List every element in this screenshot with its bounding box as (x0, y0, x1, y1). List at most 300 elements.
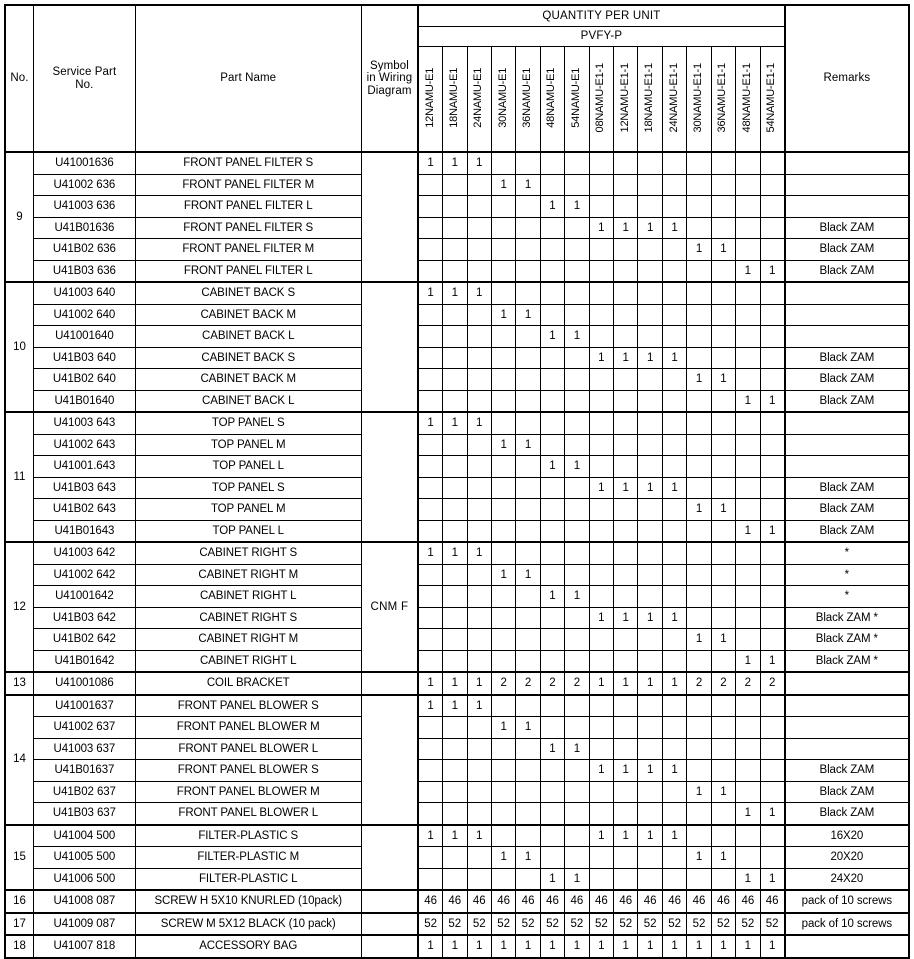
table-row (5, 542, 909, 564)
qty-cell-54namu-e1-1 (760, 412, 785, 434)
qty-cell-36namu-e1-1 (711, 650, 735, 672)
header-model-label: 18NAMU-E1 (448, 67, 461, 128)
qty-cell-24namu-e1: 46 (467, 890, 491, 913)
qty-cell-54namu-e1-1 (760, 456, 785, 478)
qty-cell-18namu-e1: 1 (443, 542, 467, 564)
part-name-cell: FILTER-PLASTIC M (135, 847, 361, 869)
remarks-cell: Black ZAM * (785, 607, 909, 629)
qty-cell-18namu-e1-1 (638, 390, 662, 412)
qty-cell-36namu-e1-1 (711, 542, 735, 564)
qty-cell-48namu-e1-1 (736, 477, 760, 499)
qty-cell-18namu-e1: 1 (443, 412, 467, 434)
qty-cell-48namu-e1-1: 2 (736, 672, 760, 695)
qty-cell-48namu-e1 (540, 174, 564, 196)
header-model-label: 48NAMU-E1 (545, 67, 558, 128)
qty-cell-54namu-e1 (565, 803, 589, 825)
qty-cell-36namu-e1-1: 1 (711, 369, 735, 391)
qty-cell-12namu-e1 (418, 260, 442, 282)
qty-cell-12namu-e1-1 (614, 152, 638, 174)
header-quantity-per-unit: QUANTITY PER UNIT (418, 5, 785, 27)
table-row (5, 803, 909, 825)
qty-cell-54namu-e1-1 (760, 369, 785, 391)
qty-cell-48namu-e1 (540, 760, 564, 782)
qty-cell-08namu-e1-1 (589, 196, 613, 218)
qty-cell-12namu-e1: 52 (418, 913, 442, 936)
qty-cell-12namu-e1 (418, 477, 442, 499)
wiring-symbol-cell (361, 890, 418, 913)
qty-cell-30namu-e1-1: 1 (687, 847, 711, 869)
qty-cell-36namu-e1-1: 52 (711, 913, 735, 936)
qty-cell-54namu-e1-1 (760, 760, 785, 782)
qty-cell-12namu-e1 (418, 390, 442, 412)
qty-cell-24namu-e1-1: 1 (662, 607, 686, 629)
remarks-cell: Black ZAM * (785, 650, 909, 672)
qty-cell-54namu-e1-1 (760, 326, 785, 348)
qty-cell-08namu-e1-1 (589, 520, 613, 542)
qty-cell-12namu-e1-1 (614, 390, 638, 412)
part-name-cell: SCREW H 5X10 KNURLED (10pack) (135, 890, 361, 913)
qty-cell-36namu-e1 (516, 456, 540, 478)
qty-cell-54namu-e1-1 (760, 781, 785, 803)
qty-cell-08namu-e1-1 (589, 152, 613, 174)
qty-cell-30namu-e1-1 (687, 412, 711, 434)
qty-cell-54namu-e1-1 (760, 825, 785, 847)
qty-cell-48namu-e1 (540, 542, 564, 564)
qty-cell-30namu-e1 (491, 760, 515, 782)
qty-cell-36namu-e1-1 (711, 717, 735, 739)
qty-cell-18namu-e1 (443, 477, 467, 499)
qty-cell-18namu-e1-1 (638, 499, 662, 521)
qty-cell-48namu-e1: 2 (540, 672, 564, 695)
qty-cell-30namu-e1-1: 1 (687, 239, 711, 261)
qty-cell-12namu-e1: 1 (418, 152, 442, 174)
qty-cell-48namu-e1-1 (736, 347, 760, 369)
qty-cell-24namu-e1 (467, 196, 491, 218)
qty-cell-36namu-e1-1 (711, 260, 735, 282)
part-name-cell: CABINET RIGHT M (135, 629, 361, 651)
qty-cell-08namu-e1-1: 1 (589, 935, 613, 958)
header-model-family: PVFY-P (418, 27, 785, 47)
qty-cell-54namu-e1-1 (760, 477, 785, 499)
part-name-cell: CABINET RIGHT L (135, 650, 361, 672)
qty-cell-24namu-e1 (467, 239, 491, 261)
qty-cell-30namu-e1 (491, 542, 515, 564)
part-number-cell: U41004 500 (33, 825, 135, 847)
qty-cell-12namu-e1 (418, 520, 442, 542)
qty-cell-30namu-e1-1 (687, 434, 711, 456)
qty-cell-08namu-e1-1 (589, 174, 613, 196)
qty-cell-36namu-e1: 2 (516, 672, 540, 695)
header-model-48namu-e1 (540, 47, 564, 153)
qty-cell-54namu-e1-1 (760, 499, 785, 521)
remarks-cell (785, 738, 909, 760)
qty-cell-54namu-e1-1: 1 (760, 260, 785, 282)
part-number-cell: U41B01642 (33, 650, 135, 672)
table-row (5, 347, 909, 369)
qty-cell-12namu-e1: 1 (418, 825, 442, 847)
header-model-24namu-e1 (467, 47, 491, 153)
qty-cell-36namu-e1 (516, 347, 540, 369)
qty-cell-30namu-e1-1 (687, 650, 711, 672)
part-number-cell: U41B02 640 (33, 369, 135, 391)
qty-cell-30namu-e1-1 (687, 282, 711, 304)
qty-cell-24namu-e1-1 (662, 326, 686, 348)
table-row (5, 390, 909, 412)
header-remarks: Remarks (785, 5, 909, 152)
qty-cell-54namu-e1: 1 (565, 326, 589, 348)
qty-cell-12namu-e1-1 (614, 499, 638, 521)
qty-cell-54namu-e1-1 (760, 196, 785, 218)
table-row (5, 564, 909, 586)
qty-cell-36namu-e1-1: 1 (711, 629, 735, 651)
header-model-label: 30NAMU-E1-1 (692, 63, 705, 133)
table-row (5, 607, 909, 629)
remarks-cell (785, 326, 909, 348)
qty-cell-12namu-e1-1 (614, 738, 638, 760)
remarks-cell: Black ZAM (785, 803, 909, 825)
qty-cell-30namu-e1 (491, 868, 515, 890)
part-number-cell: U41B03 642 (33, 607, 135, 629)
qty-cell-30namu-e1-1 (687, 825, 711, 847)
qty-cell-08namu-e1-1 (589, 304, 613, 326)
qty-cell-12namu-e1-1: 52 (614, 913, 638, 936)
qty-cell-24namu-e1-1 (662, 781, 686, 803)
part-number-cell: U41001642 (33, 586, 135, 608)
qty-cell-30namu-e1-1: 52 (687, 913, 711, 936)
qty-cell-48namu-e1 (540, 695, 564, 717)
qty-cell-18namu-e1: 1 (443, 152, 467, 174)
part-name-cell: TOP PANEL S (135, 477, 361, 499)
qty-cell-18namu-e1-1 (638, 304, 662, 326)
qty-cell-36namu-e1 (516, 607, 540, 629)
qty-cell-24namu-e1-1 (662, 369, 686, 391)
remarks-cell (785, 282, 909, 304)
qty-cell-18namu-e1: 46 (443, 890, 467, 913)
qty-cell-48namu-e1-1 (736, 717, 760, 739)
qty-cell-54namu-e1 (565, 369, 589, 391)
part-name-cell: FRONT PANEL FILTER S (135, 217, 361, 239)
qty-cell-36namu-e1-1: 1 (711, 935, 735, 958)
qty-cell-36namu-e1-1 (711, 803, 735, 825)
qty-cell-30namu-e1 (491, 825, 515, 847)
wiring-symbol-cell: CNM F (361, 542, 418, 672)
qty-cell-24namu-e1 (467, 564, 491, 586)
qty-cell-18namu-e1-1 (638, 520, 662, 542)
qty-cell-18namu-e1: 1 (443, 672, 467, 695)
qty-cell-36namu-e1: 1 (516, 304, 540, 326)
remarks-cell (785, 196, 909, 218)
qty-cell-54namu-e1-1 (760, 217, 785, 239)
qty-cell-36namu-e1-1 (711, 520, 735, 542)
qty-cell-18namu-e1-1 (638, 564, 662, 586)
qty-cell-48namu-e1-1: 46 (736, 890, 760, 913)
wiring-symbol-cell (361, 935, 418, 958)
part-name-cell: CABINET RIGHT L (135, 586, 361, 608)
qty-cell-08namu-e1-1 (589, 369, 613, 391)
qty-cell-18namu-e1 (443, 390, 467, 412)
part-name-cell: FRONT PANEL BLOWER M (135, 717, 361, 739)
header-model-12namu-e1 (418, 47, 442, 153)
qty-cell-18namu-e1 (443, 434, 467, 456)
qty-cell-54namu-e1 (565, 304, 589, 326)
qty-cell-36namu-e1 (516, 650, 540, 672)
header-model-24namu-e1-1 (662, 47, 686, 153)
qty-cell-24namu-e1-1: 52 (662, 913, 686, 936)
qty-cell-12namu-e1 (418, 738, 442, 760)
qty-cell-30namu-e1 (491, 282, 515, 304)
qty-cell-12namu-e1-1 (614, 868, 638, 890)
qty-cell-08namu-e1-1 (589, 390, 613, 412)
qty-cell-18namu-e1-1 (638, 695, 662, 717)
part-number-cell: U41001.643 (33, 456, 135, 478)
part-number-cell: U41B03 636 (33, 260, 135, 282)
header-model-18namu-e1 (443, 47, 467, 153)
qty-cell-48namu-e1-1 (736, 196, 760, 218)
qty-cell-54namu-e1-1 (760, 738, 785, 760)
qty-cell-18namu-e1 (443, 520, 467, 542)
qty-cell-30namu-e1-1 (687, 868, 711, 890)
qty-cell-48namu-e1: 1 (540, 586, 564, 608)
qty-cell-24namu-e1 (467, 260, 491, 282)
qty-cell-48namu-e1 (540, 781, 564, 803)
qty-cell-36namu-e1-1 (711, 738, 735, 760)
qty-cell-12namu-e1-1 (614, 847, 638, 869)
qty-cell-48namu-e1 (540, 412, 564, 434)
qty-cell-24namu-e1 (467, 717, 491, 739)
remarks-cell (785, 174, 909, 196)
qty-cell-12namu-e1-1 (614, 369, 638, 391)
remarks-cell (785, 456, 909, 478)
table-row (5, 913, 909, 936)
qty-cell-48namu-e1: 1 (540, 196, 564, 218)
qty-cell-48namu-e1 (540, 282, 564, 304)
qty-cell-48namu-e1 (540, 564, 564, 586)
header-model-label: 12NAMU-E1 (423, 67, 436, 128)
qty-cell-36namu-e1-1 (711, 412, 735, 434)
qty-cell-12namu-e1: 46 (418, 890, 442, 913)
qty-cell-30namu-e1-1: 1 (687, 369, 711, 391)
qty-cell-54namu-e1-1 (760, 152, 785, 174)
qty-cell-48namu-e1-1: 1 (736, 520, 760, 542)
group-no-12: 12 (5, 542, 33, 672)
qty-cell-12namu-e1 (418, 781, 442, 803)
qty-cell-54namu-e1-1 (760, 174, 785, 196)
qty-cell-18namu-e1-1 (638, 542, 662, 564)
qty-cell-18namu-e1-1 (638, 847, 662, 869)
qty-cell-54namu-e1 (565, 217, 589, 239)
remarks-cell: * (785, 564, 909, 586)
qty-cell-54namu-e1 (565, 781, 589, 803)
qty-cell-30namu-e1: 1 (491, 304, 515, 326)
remarks-cell: 24X20 (785, 868, 909, 890)
qty-cell-12namu-e1-1 (614, 586, 638, 608)
qty-cell-54namu-e1-1: 2 (760, 672, 785, 695)
qty-cell-08namu-e1-1 (589, 239, 613, 261)
qty-cell-48namu-e1-1 (736, 825, 760, 847)
qty-cell-30namu-e1 (491, 260, 515, 282)
qty-cell-36namu-e1-1 (711, 326, 735, 348)
part-number-cell: U41002 643 (33, 434, 135, 456)
qty-cell-12namu-e1 (418, 434, 442, 456)
qty-cell-54namu-e1 (565, 260, 589, 282)
qty-cell-12namu-e1: 1 (418, 695, 442, 717)
qty-cell-18namu-e1-1 (638, 412, 662, 434)
qty-cell-12namu-e1 (418, 607, 442, 629)
qty-cell-08namu-e1-1 (589, 412, 613, 434)
qty-cell-24namu-e1-1 (662, 650, 686, 672)
header-model-label: 54NAMU-E1 (570, 67, 583, 128)
qty-cell-36namu-e1-1 (711, 282, 735, 304)
qty-cell-54namu-e1-1 (760, 347, 785, 369)
qty-cell-30namu-e1 (491, 152, 515, 174)
group-no-13: 13 (5, 672, 33, 695)
qty-cell-24namu-e1 (467, 174, 491, 196)
qty-cell-36namu-e1-1 (711, 868, 735, 890)
qty-cell-48namu-e1-1 (736, 781, 760, 803)
qty-cell-12namu-e1 (418, 564, 442, 586)
qty-cell-48namu-e1-1: 52 (736, 913, 760, 936)
qty-cell-12namu-e1-1 (614, 781, 638, 803)
qty-cell-48namu-e1 (540, 520, 564, 542)
qty-cell-30namu-e1: 1 (491, 847, 515, 869)
qty-cell-24namu-e1 (467, 847, 491, 869)
qty-cell-36namu-e1 (516, 260, 540, 282)
header-symbol-line3: Diagram (367, 84, 412, 97)
qty-cell-08namu-e1-1 (589, 847, 613, 869)
qty-cell-36namu-e1-1 (711, 760, 735, 782)
qty-cell-48namu-e1 (540, 607, 564, 629)
qty-cell-48namu-e1-1: 1 (736, 868, 760, 890)
group-no-17: 17 (5, 913, 33, 936)
qty-cell-54namu-e1 (565, 282, 589, 304)
remarks-cell: Black ZAM (785, 760, 909, 782)
qty-cell-24namu-e1-1: 46 (662, 890, 686, 913)
qty-cell-24namu-e1-1 (662, 196, 686, 218)
qty-cell-54namu-e1 (565, 607, 589, 629)
qty-cell-18namu-e1-1 (638, 781, 662, 803)
qty-cell-54namu-e1: 1 (565, 456, 589, 478)
qty-cell-18namu-e1 (443, 326, 467, 348)
qty-cell-30namu-e1-1 (687, 390, 711, 412)
qty-cell-48namu-e1-1 (736, 239, 760, 261)
qty-cell-36namu-e1: 52 (516, 913, 540, 936)
qty-cell-12namu-e1-1 (614, 412, 638, 434)
part-name-cell: FILTER-PLASTIC S (135, 825, 361, 847)
qty-cell-24namu-e1 (467, 650, 491, 672)
qty-cell-48namu-e1-1 (736, 542, 760, 564)
table-row (5, 369, 909, 391)
part-number-cell: U41001636 (33, 152, 135, 174)
table-body (5, 152, 909, 958)
qty-cell-54namu-e1-1 (760, 239, 785, 261)
qty-cell-12namu-e1-1: 1 (614, 217, 638, 239)
header-model-label: 24NAMU-E1 (472, 67, 485, 128)
qty-cell-30namu-e1: 46 (491, 890, 515, 913)
header-model-label: 36NAMU-E1-1 (716, 63, 729, 133)
qty-cell-24namu-e1 (467, 390, 491, 412)
qty-cell-18namu-e1 (443, 304, 467, 326)
qty-cell-36namu-e1-1 (711, 564, 735, 586)
remarks-cell: Black ZAM * (785, 629, 909, 651)
qty-cell-30namu-e1-1: 1 (687, 781, 711, 803)
qty-cell-18namu-e1-1: 1 (638, 760, 662, 782)
qty-cell-48namu-e1-1: 1 (736, 650, 760, 672)
qty-cell-54namu-e1-1: 52 (760, 913, 785, 936)
qty-cell-18namu-e1: 1 (443, 935, 467, 958)
qty-cell-48namu-e1-1 (736, 499, 760, 521)
qty-cell-12namu-e1-1: 1 (614, 935, 638, 958)
qty-cell-24namu-e1: 52 (467, 913, 491, 936)
qty-cell-24namu-e1-1 (662, 738, 686, 760)
qty-cell-54namu-e1 (565, 520, 589, 542)
header-model-label: 30NAMU-E1 (496, 67, 509, 128)
qty-cell-12namu-e1-1 (614, 456, 638, 478)
qty-cell-08namu-e1-1 (589, 499, 613, 521)
qty-cell-30namu-e1: 1 (491, 434, 515, 456)
part-name-cell: TOP PANEL M (135, 434, 361, 456)
qty-cell-24namu-e1-1: 1 (662, 672, 686, 695)
qty-cell-08namu-e1-1: 1 (589, 347, 613, 369)
qty-cell-54namu-e1 (565, 152, 589, 174)
qty-cell-12namu-e1 (418, 629, 442, 651)
remarks-cell: 16X20 (785, 825, 909, 847)
qty-cell-54namu-e1-1 (760, 434, 785, 456)
qty-cell-24namu-e1-1: 1 (662, 760, 686, 782)
qty-cell-54namu-e1-1 (760, 607, 785, 629)
qty-cell-24namu-e1-1 (662, 304, 686, 326)
qty-cell-24namu-e1 (467, 586, 491, 608)
wiring-symbol-cell (361, 282, 418, 412)
part-number-cell: U41001086 (33, 672, 135, 695)
header-model-48namu-e1-1 (736, 47, 760, 153)
qty-cell-08namu-e1-1: 52 (589, 913, 613, 936)
header-part-name: Part Name (135, 5, 361, 152)
table-row (5, 760, 909, 782)
part-name-cell: CABINET RIGHT S (135, 607, 361, 629)
group-no-18: 18 (5, 935, 33, 958)
qty-cell-30namu-e1-1 (687, 217, 711, 239)
qty-cell-24namu-e1-1 (662, 695, 686, 717)
qty-cell-54namu-e1-1: 1 (760, 650, 785, 672)
qty-cell-12namu-e1 (418, 717, 442, 739)
qty-cell-36namu-e1-1 (711, 174, 735, 196)
qty-cell-36namu-e1 (516, 868, 540, 890)
qty-cell-24namu-e1-1 (662, 456, 686, 478)
qty-cell-54namu-e1-1: 1 (760, 935, 785, 958)
qty-cell-36namu-e1 (516, 152, 540, 174)
qty-cell-24namu-e1 (467, 217, 491, 239)
qty-cell-30namu-e1-1 (687, 347, 711, 369)
qty-cell-36namu-e1-1: 1 (711, 781, 735, 803)
qty-cell-48namu-e1-1 (736, 738, 760, 760)
qty-cell-36namu-e1: 1 (516, 717, 540, 739)
table-header (5, 5, 909, 152)
qty-cell-30namu-e1-1: 46 (687, 890, 711, 913)
qty-cell-30namu-e1: 1 (491, 564, 515, 586)
part-number-cell: U41003 636 (33, 196, 135, 218)
qty-cell-36namu-e1 (516, 369, 540, 391)
qty-cell-12namu-e1 (418, 217, 442, 239)
qty-cell-08namu-e1-1 (589, 456, 613, 478)
part-name-cell: FRONT PANEL BLOWER M (135, 781, 361, 803)
table-row (5, 174, 909, 196)
qty-cell-24namu-e1 (467, 456, 491, 478)
qty-cell-24namu-e1-1 (662, 152, 686, 174)
group-no-9: 9 (5, 152, 33, 282)
part-number-cell: U41B02 637 (33, 781, 135, 803)
table-row (5, 650, 909, 672)
qty-cell-54namu-e1 (565, 650, 589, 672)
